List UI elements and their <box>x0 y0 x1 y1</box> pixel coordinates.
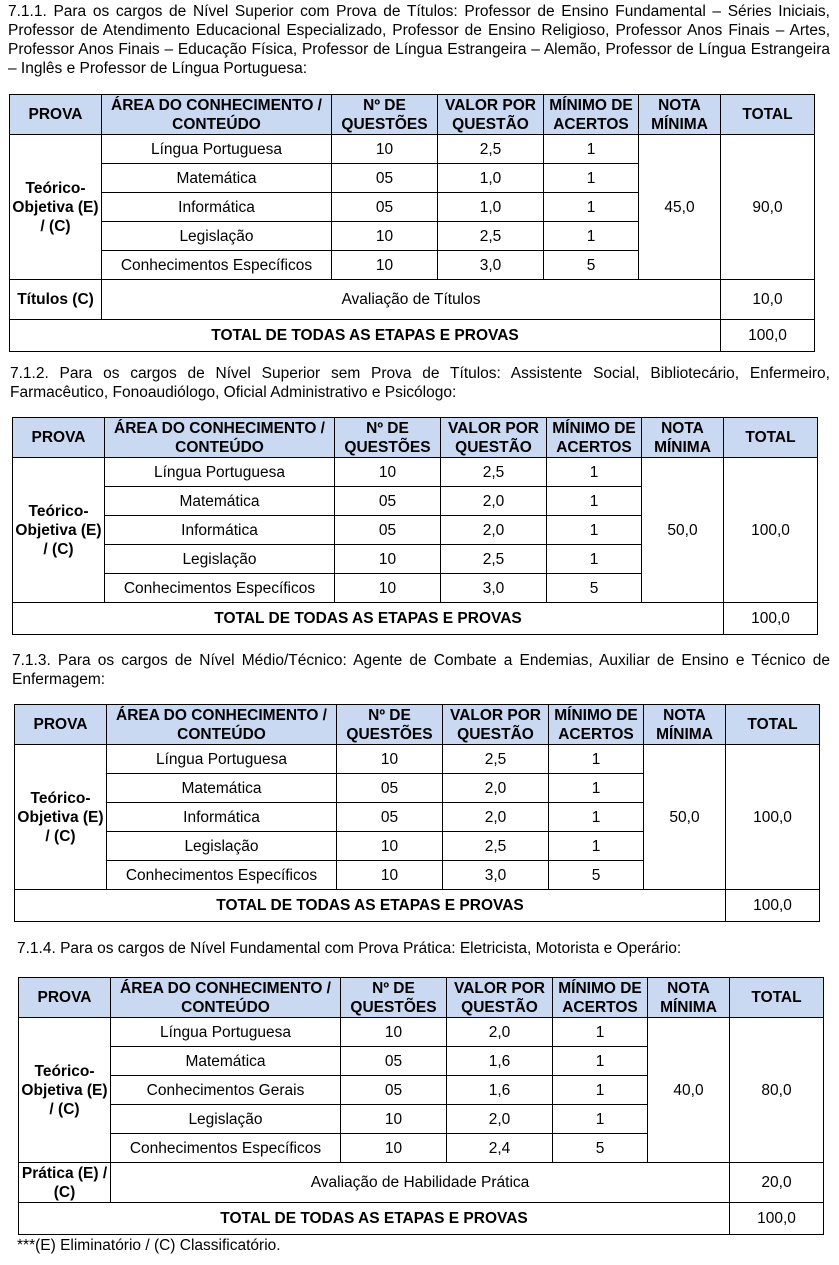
avaliacao-cell: Avaliação de Títulos <box>102 280 721 320</box>
grand-total-row <box>19 1203 824 1235</box>
score-table-1 <box>9 94 815 352</box>
questoes-cell: 10 <box>337 832 443 861</box>
header-questoes: Nº DE QUESTÕES <box>337 705 443 745</box>
grand-total-value: 100,0 <box>721 320 815 352</box>
questoes-cell: 05 <box>332 164 438 193</box>
total-cell: 20,0 <box>730 1163 824 1203</box>
area-cell: Conhecimentos Gerais <box>111 1076 341 1105</box>
header-area: ÁREA DO CONHECIMENTO / CONTEÚDO <box>102 95 332 135</box>
minimo-cell: 5 <box>553 1134 648 1163</box>
prova-type-cell: Teórico-Objetiva (E) / (C) <box>19 1018 111 1163</box>
questoes-cell: 05 <box>332 193 438 222</box>
prova-type-cell: Prática (E) / (C) <box>19 1163 111 1203</box>
score-table-2 <box>12 417 818 635</box>
area-cell: Conhecimentos Específicos <box>102 251 332 280</box>
header-total: TOTAL <box>730 978 824 1018</box>
questoes-cell: 10 <box>341 1105 447 1134</box>
grand-total-label: TOTAL DE TODAS AS ETAPAS E PROVAS <box>15 890 726 922</box>
header-minimo: MÍNIMO DE ACERTOS <box>553 978 648 1018</box>
valor-cell: 2,5 <box>443 832 549 861</box>
table-row <box>15 745 820 774</box>
minimo-cell: 1 <box>553 1076 648 1105</box>
minimo-cell: 1 <box>547 516 642 545</box>
questoes-cell: 05 <box>335 516 441 545</box>
questoes-cell: 10 <box>332 251 438 280</box>
questoes-cell: 10 <box>332 135 438 164</box>
header-total: TOTAL <box>724 418 818 458</box>
header-questoes: Nº DE QUESTÕES <box>335 418 441 458</box>
area-cell: Língua Portuguesa <box>111 1018 341 1047</box>
valor-cell: 1,6 <box>447 1047 553 1076</box>
minimo-cell: 1 <box>547 458 642 487</box>
valor-cell: 2,0 <box>441 487 547 516</box>
table-header-row <box>15 705 820 745</box>
valor-cell: 3,0 <box>438 251 544 280</box>
minimo-cell: 1 <box>544 164 639 193</box>
header-nota-minima: NOTA MÍNIMA <box>639 95 721 135</box>
nota-minima-cell: 45,0 <box>639 135 721 280</box>
minimo-cell: 1 <box>549 832 644 861</box>
header-area: ÁREA DO CONHECIMENTO / CONTEÚDO <box>107 705 337 745</box>
area-cell: Legislação <box>102 222 332 251</box>
questoes-cell: 10 <box>335 458 441 487</box>
header-prova: PROVA <box>10 95 102 135</box>
section-2-intro: 7.1.2. Para os cargos de Nível Superior sem Prova de Títulos: Assistente Social, Bibliotecário, Enfermeiro, Farmacêutico, Fonoaudiólogo, Oficial Administrativo e Psicólogo: <box>10 365 830 401</box>
area-cell: Matemática <box>105 487 335 516</box>
header-prova: PROVA <box>15 705 107 745</box>
header-total: TOTAL <box>726 705 820 745</box>
header-valor: VALOR POR QUESTÃO <box>447 978 553 1018</box>
nota-minima-cell: 50,0 <box>644 745 726 890</box>
area-cell: Língua Portuguesa <box>105 458 335 487</box>
nota-minima-cell: 50,0 <box>642 458 724 603</box>
section-1-intro: 7.1.1. Para os cargos de Nível Superior com Prova de Títulos: Professor de Ensino Fundamental – Séries Iniciais, Professor de Atendimento Educacional Especializado, Professor de Ensino Religioso, Professor Anos Finais – Artes, Professor Anos Finais – Educação Física, Professor de Língua Estrangeira – Alemão, Professor de Língua Estrangeira – Inglês e Professor de Língua Portuguesa: <box>8 3 830 77</box>
grand-total-value: 100,0 <box>724 603 818 635</box>
grand-total-value: 100,0 <box>730 1203 824 1235</box>
header-prova: PROVA <box>13 418 105 458</box>
minimo-cell: 5 <box>544 251 639 280</box>
header-questoes: Nº DE QUESTÕES <box>341 978 447 1018</box>
table-row <box>13 458 818 487</box>
area-cell: Língua Portuguesa <box>102 135 332 164</box>
minimo-cell: 1 <box>547 487 642 516</box>
avaliacao-cell: Avaliação de Habilidade Prática <box>111 1163 730 1203</box>
header-valor: VALOR POR QUESTÃO <box>443 705 549 745</box>
grand-total-value: 100,0 <box>726 890 820 922</box>
questoes-cell: 05 <box>337 774 443 803</box>
valor-cell: 2,0 <box>447 1018 553 1047</box>
minimo-cell: 1 <box>544 135 639 164</box>
prova-type-cell: Teórico-Objetiva (E) / (C) <box>15 745 107 890</box>
grand-total-row <box>15 890 820 922</box>
valor-cell: 1,6 <box>447 1076 553 1105</box>
area-cell: Informática <box>105 516 335 545</box>
grand-total-row <box>13 603 818 635</box>
valor-cell: 1,0 <box>438 193 544 222</box>
grand-total-label: TOTAL DE TODAS AS ETAPAS E PROVAS <box>10 320 721 352</box>
area-cell: Matemática <box>102 164 332 193</box>
valor-cell: 3,0 <box>443 861 549 890</box>
questoes-cell: 10 <box>341 1134 447 1163</box>
header-valor: VALOR POR QUESTÃO <box>438 95 544 135</box>
titulos-row <box>10 280 815 320</box>
header-area: ÁREA DO CONHECIMENTO / CONTEÚDO <box>111 978 341 1018</box>
section-3-intro: 7.1.3. Para os cargos de Nível Médio/Técnico: Agente de Combate a Endemias, Auxiliar de Ensino e Técnico de Enfermagem: <box>12 652 830 688</box>
valor-cell: 2,0 <box>441 516 547 545</box>
questoes-cell: 10 <box>335 545 441 574</box>
minimo-cell: 1 <box>549 803 644 832</box>
header-total: TOTAL <box>721 95 815 135</box>
questoes-cell: 10 <box>341 1018 447 1047</box>
area-cell: Conhecimentos Específicos <box>107 861 337 890</box>
area-cell: Legislação <box>105 545 335 574</box>
total-cell: 100,0 <box>724 458 818 603</box>
header-minimo: MÍNIMO DE ACERTOS <box>549 705 644 745</box>
table-row <box>10 135 815 164</box>
prova-type-cell: Teórico-Objetiva (E) / (C) <box>13 458 105 603</box>
area-cell: Informática <box>102 193 332 222</box>
area-cell: Informática <box>107 803 337 832</box>
header-valor: VALOR POR QUESTÃO <box>441 418 547 458</box>
questoes-cell: 05 <box>337 803 443 832</box>
minimo-cell: 1 <box>544 193 639 222</box>
header-questoes: Nº DE QUESTÕES <box>332 95 438 135</box>
valor-cell: 2,5 <box>438 135 544 164</box>
header-area: ÁREA DO CONHECIMENTO / CONTEÚDO <box>105 418 335 458</box>
score-table-4 <box>18 977 824 1235</box>
grand-total-row <box>10 320 815 352</box>
valor-cell: 2,0 <box>443 774 549 803</box>
valor-cell: 2,0 <box>443 803 549 832</box>
total-cell: 80,0 <box>730 1018 824 1163</box>
area-cell: Conhecimentos Específicos <box>111 1134 341 1163</box>
valor-cell: 2,5 <box>441 545 547 574</box>
footnote: ***(E) Eliminatório / (C) Classificatório. <box>17 1237 281 1254</box>
pratica-row <box>19 1163 824 1203</box>
minimo-cell: 1 <box>549 774 644 803</box>
valor-cell: 3,0 <box>441 574 547 603</box>
valor-cell: 2,0 <box>447 1105 553 1134</box>
nota-minima-cell: 40,0 <box>648 1018 730 1163</box>
table-header-row <box>10 95 815 135</box>
minimo-cell: 1 <box>553 1047 648 1076</box>
questoes-cell: 10 <box>337 745 443 774</box>
minimo-cell: 1 <box>544 222 639 251</box>
header-minimo: MÍNIMO DE ACERTOS <box>544 95 639 135</box>
score-table-3 <box>14 704 820 922</box>
minimo-cell: 1 <box>553 1105 648 1134</box>
table-row <box>19 1018 824 1047</box>
section-4-intro: 7.1.4. Para os cargos de Nível Fundamental com Prova Prática: Eletricista, Motorista e Operário: <box>17 940 682 957</box>
minimo-cell: 1 <box>549 745 644 774</box>
valor-cell: 2,5 <box>443 745 549 774</box>
minimo-cell: 1 <box>553 1018 648 1047</box>
area-cell: Legislação <box>111 1105 341 1134</box>
questoes-cell: 05 <box>341 1047 447 1076</box>
area-cell: Matemática <box>107 774 337 803</box>
grand-total-label: TOTAL DE TODAS AS ETAPAS E PROVAS <box>13 603 724 635</box>
total-cell: 90,0 <box>721 135 815 280</box>
header-nota-minima: NOTA MÍNIMA <box>644 705 726 745</box>
valor-cell: 1,0 <box>438 164 544 193</box>
prova-type-cell: Títulos (C) <box>10 280 102 320</box>
table-header-row <box>19 978 824 1018</box>
questoes-cell: 05 <box>335 487 441 516</box>
minimo-cell: 5 <box>547 574 642 603</box>
valor-cell: 2,5 <box>438 222 544 251</box>
questoes-cell: 05 <box>341 1076 447 1105</box>
minimo-cell: 5 <box>549 861 644 890</box>
valor-cell: 2,5 <box>441 458 547 487</box>
total-cell: 10,0 <box>721 280 815 320</box>
minimo-cell: 1 <box>547 545 642 574</box>
questoes-cell: 10 <box>332 222 438 251</box>
prova-type-cell: Teórico-Objetiva (E) / (C) <box>10 135 102 280</box>
header-prova: PROVA <box>19 978 111 1018</box>
area-cell: Matemática <box>111 1047 341 1076</box>
header-minimo: MÍNIMO DE ACERTOS <box>547 418 642 458</box>
questoes-cell: 10 <box>335 574 441 603</box>
valor-cell: 2,4 <box>447 1134 553 1163</box>
header-nota-minima: NOTA MÍNIMA <box>642 418 724 458</box>
area-cell: Legislação <box>107 832 337 861</box>
questoes-cell: 10 <box>337 861 443 890</box>
header-nota-minima: NOTA MÍNIMA <box>648 978 730 1018</box>
grand-total-label: TOTAL DE TODAS AS ETAPAS E PROVAS <box>19 1203 730 1235</box>
area-cell: Conhecimentos Específicos <box>105 574 335 603</box>
area-cell: Língua Portuguesa <box>107 745 337 774</box>
total-cell: 100,0 <box>726 745 820 890</box>
table-header-row <box>13 418 818 458</box>
